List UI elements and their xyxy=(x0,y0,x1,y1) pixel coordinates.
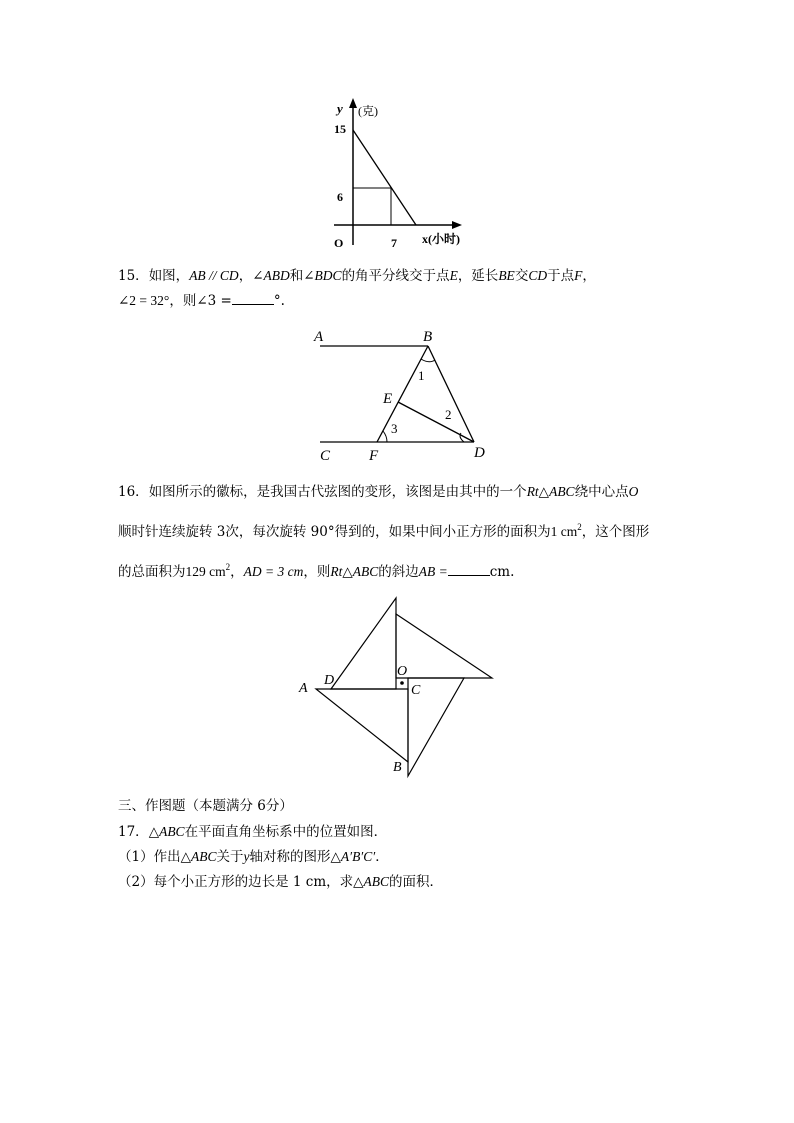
q17-part1 xyxy=(118,848,389,866)
q15-point-f: F xyxy=(574,268,583,283)
q16-superscript: 2 xyxy=(577,522,582,532)
q17-triangle: △ABC xyxy=(353,874,390,889)
y-axis-label: y xyxy=(337,101,343,116)
y-axis-arrow xyxy=(349,98,357,108)
q16-text: ， xyxy=(230,564,244,580)
angle-3-arc xyxy=(383,431,387,442)
q17-triangle: △ABC xyxy=(180,849,217,864)
q16-ab: AB = xyxy=(418,564,448,579)
q17-part2-number: （2）每个小正方形的边长是 1 cm，求 xyxy=(118,874,354,890)
q16-text: ，这个图形 xyxy=(581,524,650,540)
tick-15: 15 xyxy=(334,122,346,136)
angle-2-arc xyxy=(460,433,464,442)
label-f: F xyxy=(369,448,379,464)
section-3-title: 三、作图题（本题满分 6分） xyxy=(118,798,293,814)
q15-line1 xyxy=(118,267,596,285)
q16-number: 16． xyxy=(118,484,149,500)
q16-answer-blank[interactable] xyxy=(448,563,490,576)
q17-reflected-triangle: △A′B′C′ xyxy=(330,849,376,864)
q15-given-angle: ∠2 = 32° xyxy=(118,293,170,308)
q17-text: 在平面直角坐标系中的位置如图． xyxy=(184,824,388,840)
decay-line xyxy=(353,130,416,225)
angle-1-arc xyxy=(421,359,435,362)
q15-seg-cd: CD xyxy=(528,268,548,283)
x-axis-label: x(小时) xyxy=(422,232,460,246)
label-angle-3: 3 xyxy=(391,421,398,436)
q15-text: 的角平分线交于点 xyxy=(341,268,450,284)
x-axis-arrow xyxy=(452,221,462,229)
q17-text: 轴对称的图形 xyxy=(249,849,331,865)
q17-line1 xyxy=(118,823,387,841)
q16-unit: cm. xyxy=(489,564,515,580)
q15-text: ，则∠3 = xyxy=(169,293,232,309)
q15-line2 xyxy=(118,292,285,310)
label-a: A xyxy=(314,329,324,345)
segment-ed xyxy=(398,402,474,442)
q15-math-parallel: AB // CD xyxy=(189,268,239,283)
q15-number: 15． xyxy=(118,268,149,284)
q15-math-angle-bdc: ∠BDC xyxy=(303,268,342,283)
q16-math-triangle: Rt△ABC xyxy=(526,484,575,499)
q16-line1 xyxy=(118,483,638,501)
q16-math-triangle: Rt△ABC xyxy=(330,564,379,579)
q16-text: ，则 xyxy=(303,564,331,580)
q16-text: 的斜边 xyxy=(378,564,419,580)
q15-text: °. xyxy=(273,293,285,309)
triangle-right xyxy=(396,614,492,678)
q16-total-area: 129 cm xyxy=(185,564,226,579)
q15-answer-blank[interactable] xyxy=(232,292,274,305)
label-d: D xyxy=(474,445,485,461)
label-b: B xyxy=(423,329,433,345)
q16-point-o: O xyxy=(628,484,639,499)
q15-point-e: E xyxy=(449,268,458,283)
triangle-top xyxy=(331,598,396,689)
q15-text: ， xyxy=(582,268,596,284)
center-dot xyxy=(400,681,404,685)
q15-text: 交 xyxy=(514,268,529,284)
label-o: O xyxy=(397,664,408,679)
label-c: C xyxy=(411,683,421,698)
q15-seg-be: BE xyxy=(498,268,515,283)
q15-text: ，延长 xyxy=(457,268,499,284)
y-unit-label: (克) xyxy=(358,104,378,118)
label-angle-1: 1 xyxy=(418,368,425,383)
q16-ad-length: AD = 3 cm xyxy=(243,564,304,579)
q16-superscript: 2 xyxy=(225,562,231,572)
q16-text: 的总面积为 xyxy=(118,564,186,580)
q15-text: ， xyxy=(238,268,253,284)
q17-number: 17． xyxy=(118,824,149,840)
q17-part1-number: （1）作出 xyxy=(118,849,181,865)
label-angle-2: 2 xyxy=(445,407,452,422)
q17-text: 的面积． xyxy=(389,874,444,890)
q17-text: ． xyxy=(375,849,389,865)
label-e: E xyxy=(383,391,393,407)
triangle-left xyxy=(316,689,408,762)
label-b: B xyxy=(393,760,402,775)
tick-6: 6 xyxy=(337,190,343,204)
label-d: D xyxy=(324,673,335,688)
q17-text: 关于 xyxy=(216,849,244,865)
label-c: C xyxy=(320,448,331,464)
q16-text: 顺时针连续旋转 3次，每次旋转 90°得到的，如果中间小正方形的面积为 xyxy=(118,524,551,540)
origin-label: O xyxy=(334,236,344,250)
label-a: A xyxy=(299,681,308,696)
q16-text: 绕中心点 xyxy=(574,484,629,500)
q17-triangle: △ABC xyxy=(148,824,185,839)
q15-text: 于点 xyxy=(547,268,575,284)
q16-text: 如图所示的徽标，是我国古代弦图的变形，该图是由其中的一个 xyxy=(148,484,527,500)
figure-16-pinwheel xyxy=(296,590,506,780)
tick-7: 7 xyxy=(391,236,397,250)
figure-15 xyxy=(308,325,508,465)
weight-time-graph xyxy=(320,95,480,255)
q17-part2 xyxy=(118,873,443,891)
q15-math-angle-abd: ∠ABD xyxy=(252,268,290,283)
q16-line3 xyxy=(118,558,514,581)
q15-text: 如图， xyxy=(148,268,190,284)
q17-y-axis: y xyxy=(243,849,250,864)
q15-text: 和 xyxy=(289,268,304,284)
q16-small-area: 1 cm xyxy=(550,524,578,539)
q16-line2 xyxy=(118,518,649,541)
